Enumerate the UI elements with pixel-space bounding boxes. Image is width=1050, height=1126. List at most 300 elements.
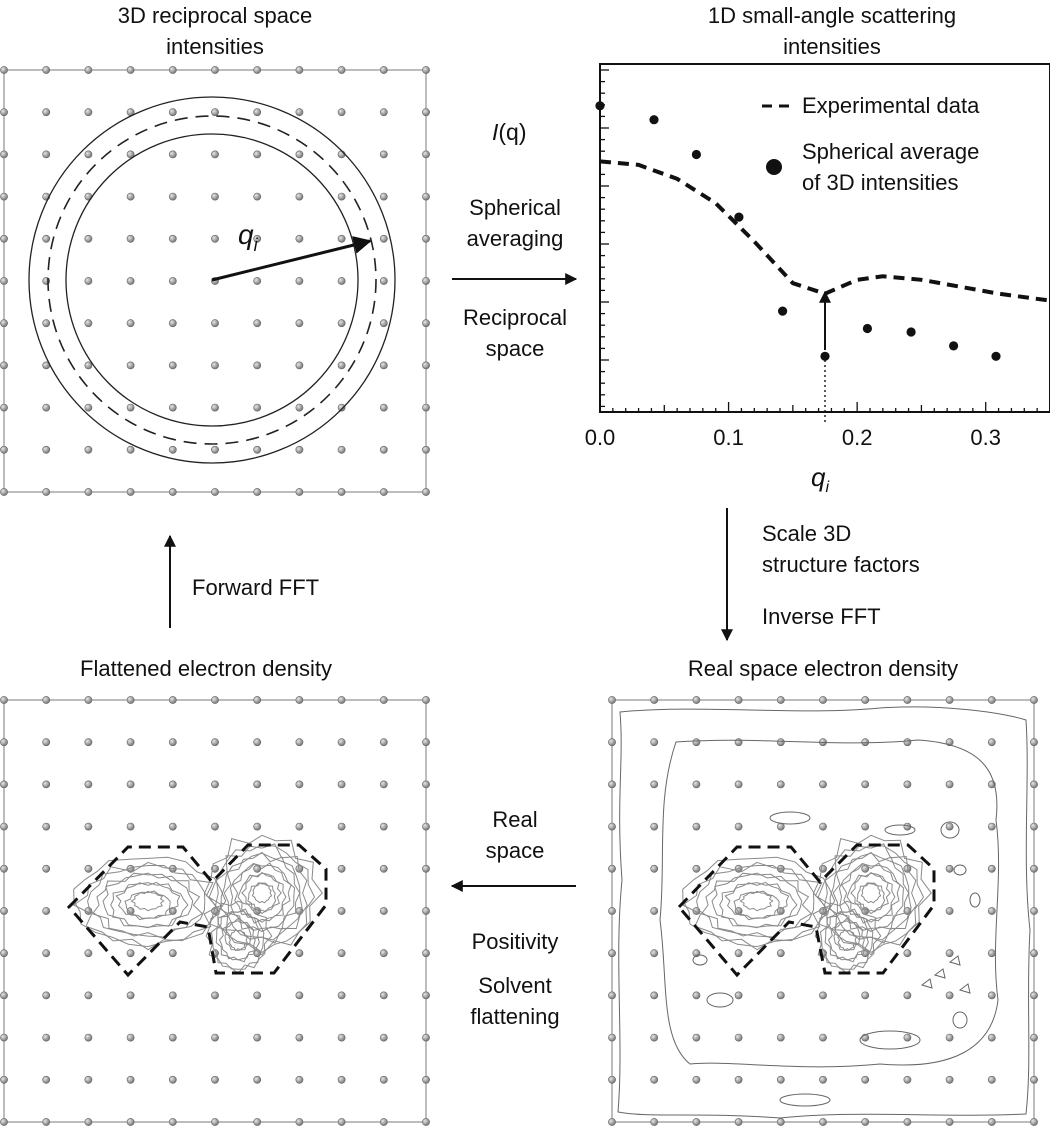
lattice-point [338, 865, 345, 872]
lattice-point [169, 109, 176, 116]
lattice-point [211, 823, 218, 830]
lattice-point [211, 1034, 218, 1041]
lattice-point [0, 1118, 7, 1125]
step-text: structure factors [762, 552, 920, 577]
lattice-point [422, 865, 429, 872]
lattice-point [338, 404, 345, 411]
lattice-point [43, 1118, 50, 1125]
solvent-boundary-contour [660, 740, 999, 1067]
step-text: Solvent [478, 973, 552, 998]
x-tick-label: 0.0 [584, 425, 616, 450]
lattice-point [169, 1076, 176, 1083]
lattice-point [43, 696, 50, 703]
lattice-point [296, 992, 303, 999]
lattice-point [735, 823, 742, 830]
lattice-point [85, 992, 92, 999]
noise-contour [885, 825, 915, 835]
x-tick-label: 0.2 [841, 425, 873, 450]
average-data-point [692, 150, 701, 159]
lattice-point [127, 950, 134, 957]
lattice-point [127, 193, 134, 200]
lattice-point [1030, 781, 1037, 788]
lattice-point [296, 739, 303, 746]
lattice-point [43, 235, 50, 242]
x-axis-label: $q_i$ [811, 462, 830, 497]
lattice-point [819, 1076, 826, 1083]
lattice-point [338, 193, 345, 200]
noise-contour [693, 955, 707, 965]
reciprocal-space-title-line: intensities [166, 34, 264, 59]
average-data-point [734, 213, 743, 222]
noise-contour [950, 956, 960, 965]
density-contour [111, 883, 188, 928]
lattice-point [338, 109, 345, 116]
molecular-envelope-mask [69, 845, 326, 975]
lattice-point [211, 193, 218, 200]
lattice-point [43, 151, 50, 158]
lattice-point [735, 1076, 742, 1083]
lattice-point [0, 696, 7, 703]
lattice-point [85, 446, 92, 453]
lattice-point [254, 1034, 261, 1041]
lattice-point [211, 739, 218, 746]
density-contour [252, 883, 271, 903]
lattice-point [338, 739, 345, 746]
lattice-point [380, 320, 387, 327]
lattice-point [254, 404, 261, 411]
lattice-point [85, 277, 92, 284]
lattice-point [380, 1076, 387, 1083]
lattice-point [988, 865, 995, 872]
density-contour [847, 873, 895, 922]
lattice-point [85, 781, 92, 788]
lattice-point [608, 1118, 615, 1125]
lattice-point [296, 950, 303, 957]
density-contour [683, 862, 831, 949]
average-data-point [991, 352, 1000, 361]
lattice-point [380, 992, 387, 999]
lattice-point [43, 446, 50, 453]
lattice-point [380, 823, 387, 830]
lattice-point [169, 950, 176, 957]
lattice-point [211, 488, 218, 495]
lattice-point [862, 696, 869, 703]
lattice-point [1030, 992, 1037, 999]
lattice-point [254, 66, 261, 73]
lattice-point [608, 739, 615, 746]
lattice-point [296, 446, 303, 453]
lattice-point [608, 781, 615, 788]
lattice-point [608, 1076, 615, 1083]
lattice-point [608, 865, 615, 872]
average-data-point [820, 352, 829, 361]
lattice-point [338, 992, 345, 999]
lattice-point [904, 696, 911, 703]
lattice-point [127, 235, 134, 242]
lattice-point [43, 488, 50, 495]
lattice-point [422, 950, 429, 957]
lattice-point [904, 992, 911, 999]
reciprocal-space-step [440, 302, 590, 364]
qi-vector-label: $q_i$ [238, 219, 258, 255]
flattened-density-title: Flattened electron density [80, 656, 332, 681]
lattice-point [380, 739, 387, 746]
lattice-point [988, 739, 995, 746]
flattened-lattice-points [0, 696, 429, 1125]
noise-contour [935, 969, 945, 978]
lattice-point [0, 950, 7, 957]
step-text: space [485, 336, 545, 361]
lattice-point [127, 488, 134, 495]
lattice-point [380, 950, 387, 957]
lattice-point [608, 696, 615, 703]
lattice-point [693, 1118, 700, 1125]
lattice-point [211, 1118, 218, 1125]
lattice-point [296, 1034, 303, 1041]
average-data-point [649, 115, 658, 124]
lattice-point [254, 1118, 261, 1125]
lattice-point [777, 781, 784, 788]
lattice-point [211, 1076, 218, 1083]
solvent-flattening-step [440, 970, 590, 1032]
lattice-point [338, 1076, 345, 1083]
average-data-point [778, 307, 787, 316]
lattice-point [296, 193, 303, 200]
lattice-point [0, 320, 7, 327]
lattice-point [169, 320, 176, 327]
lattice-point [651, 781, 658, 788]
lattice-point [651, 992, 658, 999]
lattice-point [0, 109, 7, 116]
real-space-density-title: Real space electron density [687, 656, 959, 681]
lattice-point [43, 109, 50, 116]
lattice-point [1030, 696, 1037, 703]
lattice-point [338, 950, 345, 957]
lattice-point [338, 235, 345, 242]
lattice-point [777, 950, 784, 957]
lattice-point [380, 488, 387, 495]
lattice-point [127, 781, 134, 788]
lattice-point [169, 488, 176, 495]
lattice-point [338, 277, 345, 284]
lattice-point [0, 404, 7, 411]
lattice-point [1030, 739, 1037, 746]
lattice-point [904, 950, 911, 957]
noise-contour [770, 812, 810, 824]
lattice-point [43, 320, 50, 327]
legend-average-label: Spherical average of 3D intensities [802, 139, 980, 195]
lattice-point [211, 781, 218, 788]
lattice-point [254, 109, 261, 116]
lattice-point [946, 823, 953, 830]
lattice-point [254, 151, 261, 158]
lattice-point [211, 992, 218, 999]
noise-contour [960, 984, 970, 993]
lattice-point [127, 277, 134, 284]
lattice-point [819, 1034, 826, 1041]
lattice-point [296, 277, 303, 284]
lattice-point [127, 739, 134, 746]
noise-contour [922, 979, 932, 988]
lattice-point [296, 109, 303, 116]
lattice-point [608, 992, 615, 999]
lattice-point [0, 865, 7, 872]
lattice-point [380, 446, 387, 453]
lattice-point [380, 404, 387, 411]
lattice-point [254, 488, 261, 495]
lattice-point [422, 739, 429, 746]
lattice-point [651, 950, 658, 957]
lattice-point [777, 739, 784, 746]
lattice-point [211, 235, 218, 242]
lattice-point [735, 992, 742, 999]
step-text: flattening [470, 1004, 560, 1029]
lattice-point [169, 696, 176, 703]
reciprocal-space-title-line: 3D reciprocal space [117, 3, 313, 28]
lattice-point [422, 992, 429, 999]
lattice-point [169, 193, 176, 200]
lattice-point [338, 488, 345, 495]
lattice-point [651, 865, 658, 872]
lattice-point [254, 781, 261, 788]
lattice-point [296, 404, 303, 411]
lattice-point [862, 1076, 869, 1083]
step-text: space [485, 838, 545, 863]
lattice-point [988, 696, 995, 703]
lattice-point [0, 151, 7, 158]
reciprocal-space-title [0, 0, 430, 62]
lattice-point [946, 865, 953, 872]
density-contour [861, 883, 880, 903]
lattice-point [1030, 865, 1037, 872]
lattice-point [380, 193, 387, 200]
lattice-point [380, 362, 387, 369]
lattice-point [0, 739, 7, 746]
lattice-point [1030, 950, 1037, 957]
scale-structure-factors-step [762, 518, 920, 580]
lattice-point [0, 823, 7, 830]
lattice-point [127, 823, 134, 830]
lattice-point [988, 950, 995, 957]
lattice-point [0, 1034, 7, 1041]
lattice-point [296, 235, 303, 242]
lattice-point [338, 446, 345, 453]
lattice-point [1030, 907, 1037, 914]
density-contour [238, 873, 286, 922]
lattice-point [693, 865, 700, 872]
lattice-point [422, 235, 429, 242]
lattice-point [608, 907, 615, 914]
x-tick-label: 0.3 [970, 425, 1001, 450]
lattice-point [338, 66, 345, 73]
real-space-density-contours [683, 835, 932, 973]
lattice-point [380, 151, 387, 158]
lattice-point [338, 151, 345, 158]
noise-contour [970, 893, 980, 907]
lattice-point [1030, 823, 1037, 830]
lattice-point [735, 781, 742, 788]
lattice-point [169, 739, 176, 746]
lattice-point [819, 781, 826, 788]
lattice-point [422, 320, 429, 327]
lattice-point [422, 362, 429, 369]
density-contour [74, 862, 222, 949]
lattice-point [338, 320, 345, 327]
lattice-point [422, 446, 429, 453]
step-text: Real [492, 807, 538, 832]
density-contour [229, 930, 247, 951]
lattice-point [43, 66, 50, 73]
lattice-point [0, 362, 7, 369]
lattice-point [85, 488, 92, 495]
lattice-point [0, 992, 7, 999]
lattice-point [904, 739, 911, 746]
lattice-point [1030, 1076, 1037, 1083]
lattice-point [254, 1076, 261, 1083]
lattice-point [422, 488, 429, 495]
lattice-point [169, 235, 176, 242]
noise-contour [707, 993, 733, 1007]
lattice-point [380, 1034, 387, 1041]
lattice-point [85, 739, 92, 746]
noise-contour [954, 865, 966, 875]
density-contour [720, 883, 797, 928]
density-contour [838, 930, 856, 951]
lattice-point [254, 446, 261, 453]
lattice-point [254, 277, 261, 284]
y-axis-ticks [600, 70, 609, 406]
step-text: Reciprocal [463, 305, 567, 330]
lattice-point [380, 865, 387, 872]
lattice-point [380, 696, 387, 703]
lattice-point [819, 823, 826, 830]
forward-fft-step: Forward FFT [192, 575, 320, 600]
lattice-point [169, 151, 176, 158]
noise-contour [860, 1031, 920, 1049]
lattice-point [422, 1034, 429, 1041]
lattice-point [85, 151, 92, 158]
lattice-point [862, 781, 869, 788]
lattice-point [608, 823, 615, 830]
lattice-point [735, 696, 742, 703]
lattice-point [85, 66, 92, 73]
lattice-point [0, 193, 7, 200]
lattice-point [254, 193, 261, 200]
lattice-point [127, 992, 134, 999]
lattice-point [169, 781, 176, 788]
lattice-point [43, 865, 50, 872]
lattice-point [127, 362, 134, 369]
lattice-point [693, 1034, 700, 1041]
lattice-point [169, 1034, 176, 1041]
lattice-point [422, 151, 429, 158]
density-contour [248, 883, 276, 912]
average-data-point [907, 327, 916, 336]
lattice-point [777, 1118, 784, 1125]
lattice-point [735, 950, 742, 957]
lattice-point [946, 1118, 953, 1125]
lattice-point [127, 66, 134, 73]
lattice-point [85, 320, 92, 327]
lattice-point [651, 739, 658, 746]
lattice-point [862, 1118, 869, 1125]
lattice-point [0, 781, 7, 788]
lattice-point [43, 1076, 50, 1083]
lattice-point [422, 1118, 429, 1125]
lattice-point [85, 865, 92, 872]
lattice-point [946, 781, 953, 788]
average-data-point [863, 324, 872, 333]
lattice-point [169, 1118, 176, 1125]
qi-vector-arrow [212, 241, 370, 280]
lattice-point [946, 907, 953, 914]
real-space-step [440, 804, 590, 866]
lattice-point [777, 696, 784, 703]
lattice-point [819, 865, 826, 872]
lattice-point [254, 823, 261, 830]
lattice-point [296, 696, 303, 703]
lattice-point [169, 404, 176, 411]
molecular-envelope-mask [679, 845, 934, 975]
lattice-point [296, 362, 303, 369]
lattice-point [43, 781, 50, 788]
lattice-point [819, 1118, 826, 1125]
lattice-point [651, 1118, 658, 1125]
lattice-point [380, 109, 387, 116]
lattice-point [85, 1118, 92, 1125]
lattice-point [338, 781, 345, 788]
lattice-point [43, 950, 50, 957]
lattice-point [651, 823, 658, 830]
lattice-point [735, 1034, 742, 1041]
lattice-point [422, 66, 429, 73]
scattering-chart-title-line: intensities [783, 34, 881, 59]
lattice-point [43, 992, 50, 999]
x-tick-label: 0.1 [713, 425, 744, 450]
lattice-point [862, 823, 869, 830]
lattice-point [254, 320, 261, 327]
scattering-chart-title [612, 0, 1050, 62]
lattice-point [380, 781, 387, 788]
lattice-point [211, 66, 218, 73]
lattice-point [608, 1034, 615, 1041]
lattice-point [169, 277, 176, 284]
lattice-point [777, 1034, 784, 1041]
lattice-point [0, 66, 7, 73]
lattice-point [43, 823, 50, 830]
step-text: Spherical [469, 195, 561, 220]
lattice-point [946, 1034, 953, 1041]
lattice-point [380, 235, 387, 242]
lattice-point [43, 907, 50, 914]
lattice-point [211, 362, 218, 369]
lattice-point [211, 109, 218, 116]
lattice-point [254, 992, 261, 999]
lattice-point [904, 1076, 911, 1083]
lattice-point [211, 404, 218, 411]
lattice-point [988, 907, 995, 914]
lattice-point [296, 320, 303, 327]
lattice-point [0, 907, 7, 914]
lattice-point [0, 488, 7, 495]
lattice-point [211, 446, 218, 453]
lattice-point [0, 1076, 7, 1083]
lattice-point [988, 1076, 995, 1083]
lattice-point [127, 404, 134, 411]
lattice-point [988, 823, 995, 830]
lattice-point [422, 404, 429, 411]
positivity-step: Positivity [471, 929, 559, 954]
